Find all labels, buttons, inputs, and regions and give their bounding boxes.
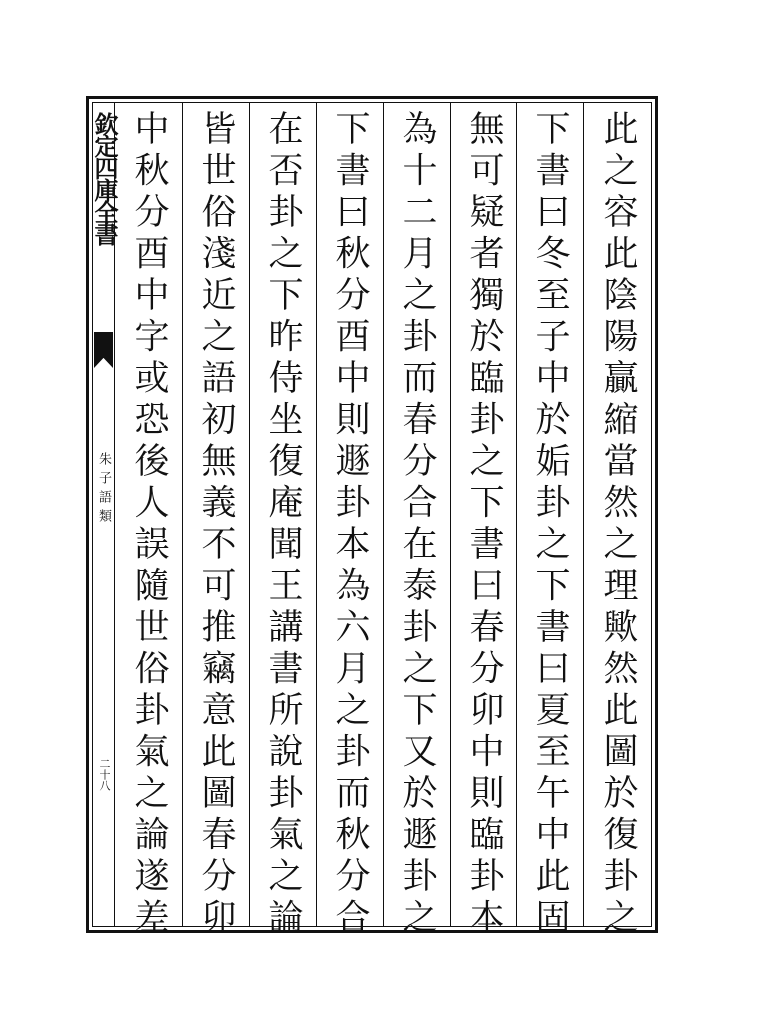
text-column-1: 此之容此陰陽贏縮當然之理歟然此圖於復卦之 — [598, 110, 638, 940]
text-column-7: 皆世俗淺近之語初無義不可推竊意此圖春分卯 — [196, 110, 236, 940]
text-column-4: 為十二月之卦而春分合在泰卦之下又於遯卦之 — [397, 110, 437, 940]
text-column-5: 下書曰秋分酉中則遯卦本為六月之卦而秋分合 — [330, 110, 370, 940]
column-rule — [583, 102, 584, 927]
column-rule — [516, 102, 517, 927]
column-rule — [182, 102, 183, 927]
text-column-8: 中秋分酉中字或恐後人誤隨世俗卦氣之論遂差 — [129, 110, 169, 940]
book-title: 朱子語類 — [96, 452, 111, 528]
text-column-2: 下書曰冬至子中於姤卦之下書曰夏至午中此固 — [530, 110, 570, 940]
text-column-6: 在否卦之下昨侍坐復庵聞王講書所說卦氣之論 — [263, 110, 303, 940]
column-rule — [383, 102, 384, 927]
collection-title: 欽定四庫全書 — [90, 112, 119, 244]
page-number: 二十八 — [98, 758, 111, 791]
column-rule — [316, 102, 317, 927]
text-column-3: 無可疑者獨於臨卦之下書曰春分卯中則臨卦本 — [464, 110, 504, 940]
column-rule — [450, 102, 451, 927]
column-rule — [249, 102, 250, 927]
